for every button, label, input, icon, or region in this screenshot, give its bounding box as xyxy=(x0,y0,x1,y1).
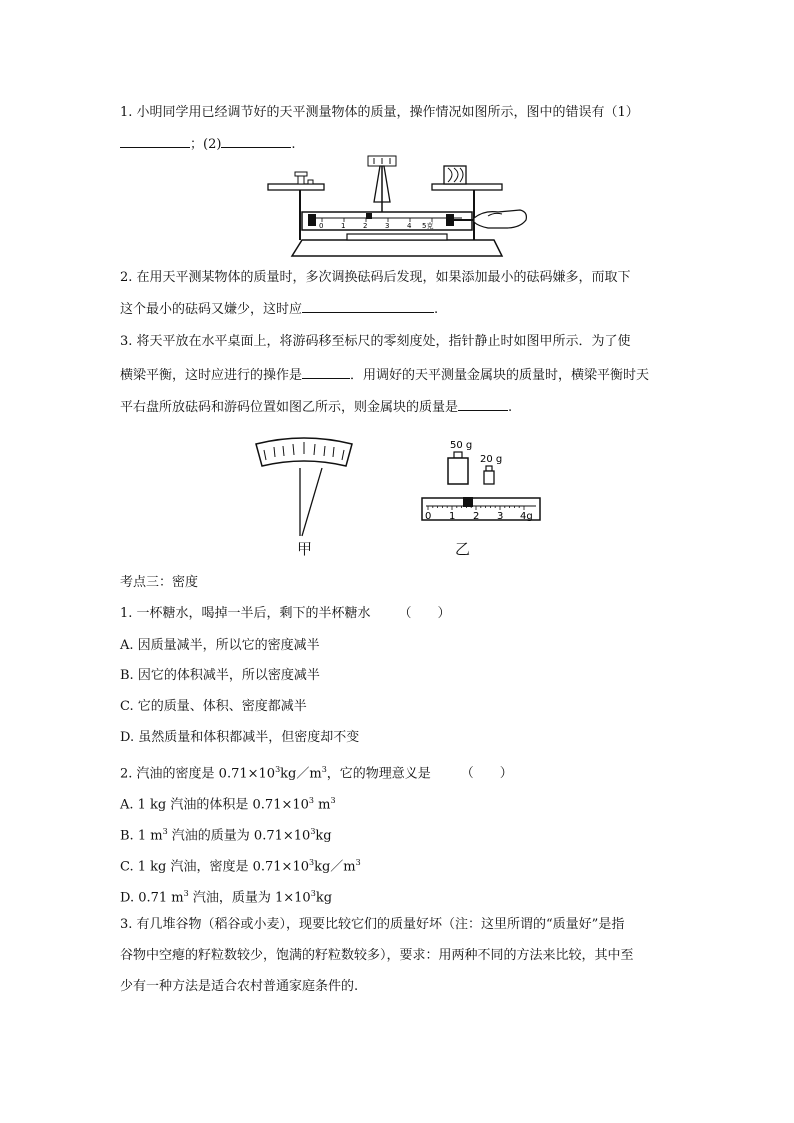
rider-tick-0: 0 xyxy=(425,511,432,522)
rider-tick-4g: 4g xyxy=(520,511,533,522)
answer-blank[interactable] xyxy=(302,366,350,379)
beam-tick-4: 4 xyxy=(407,222,412,230)
rider-tick-2: 2 xyxy=(473,511,480,522)
q2-line1: 2. 在用天平测某物体的质量时，多次调换砝码后发现，如果添加最小的砝码嫌多，而取下 xyxy=(120,270,631,285)
beam-tick-3: 3 xyxy=(385,222,390,230)
q1-separator: ；(2) xyxy=(190,137,222,152)
answer-paren[interactable]: （ ） xyxy=(398,606,451,621)
q3-line1: 3. 将天平放在水平桌面上，将游码移至标尺的零刻度处，指针静止时如图甲所示．为了使 xyxy=(120,334,631,349)
beam-tick-1: 1 xyxy=(341,222,346,230)
figure-caption-jia: 甲 xyxy=(297,540,313,558)
mc1-option-c: C. 它的质量、体积、密度都减半 xyxy=(120,699,307,714)
mc1-option-a: A. 因质量减半，所以它的密度减半 xyxy=(120,638,320,653)
figure-caption-yi: 乙 xyxy=(455,540,471,558)
mc1-option-b: B. 因它的体积减半，所以密度减半 xyxy=(120,668,320,683)
weights-rider-figure xyxy=(418,434,544,524)
weight-50g-label: 50 g xyxy=(450,440,473,451)
q1-line2: ；(2) . xyxy=(120,135,296,154)
q3-line2: 横梁平衡，这时应进行的操作是 ．用调好的天平测量金属块的质量时，横梁平衡时天 xyxy=(120,368,650,383)
answer-blank[interactable] xyxy=(221,135,291,148)
beam-tick-5: 5克 xyxy=(422,222,434,230)
rider-tick-1: 1 xyxy=(449,511,456,522)
answer-blank[interactable] xyxy=(120,135,190,148)
mc2-option-d: D. 0.71 $m^3$ 汽油，质量为 $1\times 10^3kg$ xyxy=(120,889,333,906)
answer-blank[interactable] xyxy=(302,300,434,313)
mc2-stem: 2. 汽油的密度是 $0.71\times 10^3kg/m^3$，它的物理意义是 （ ） xyxy=(120,765,513,782)
section-title: 考点三：密度 xyxy=(120,575,199,590)
q3-line3: 平右盘所放砝码和游码位置如图乙所示，则金属块的质量是 . xyxy=(120,400,513,415)
weight-20g-label: 20 g xyxy=(480,454,503,465)
mc1-stem: 1. 一杯糖水，喝掉一半后，剩下的半杯糖水 （ ） xyxy=(120,606,451,621)
q1-line1: 1. 小明同学用已经调节好的天平测量物体的质量，操作情况如图所示，图中的错误有（1） xyxy=(120,105,639,120)
mc2-option-a: A. 1 kg 汽油的体积是 $0.71\times 10^3$ $m^3$ xyxy=(120,796,336,813)
q-last-line3: 少有一种方法是适合农村普通家庭条件的. xyxy=(120,979,359,994)
rider-marker xyxy=(463,497,473,507)
mc2-option-c: C. 1 kg 汽油，密度是 $0.71\times 10^3kg/m^3$ xyxy=(120,858,361,875)
beam-tick-0: 0 xyxy=(319,222,324,230)
beam-tick-2: 2 xyxy=(363,222,368,230)
rider-tick-3: 3 xyxy=(497,511,504,522)
q-last-line1: 3. 有几堆谷物（稻谷或小麦），现要比较它们的质量好坏（注：这里所谓的“质量好”是指 xyxy=(120,917,625,932)
q-last-line2: 谷物中空瘪的籽粒数较少，饱满的籽粒数较多），要求：用两种不同的方法来比较，其中至 xyxy=(120,948,634,963)
mc1-option-d: D. 虽然质量和体积都减半，但密度却不变 xyxy=(120,730,360,745)
answer-blank[interactable] xyxy=(458,398,508,411)
q2-line2: 这个最小的砝码又嫌少，这时应 . xyxy=(120,302,439,317)
mc2-option-b: B. 1 $m^3$ 汽油的质量为 $0.71\times 10^3kg$ xyxy=(120,827,332,844)
pointer-scale-figure xyxy=(250,436,360,540)
answer-paren[interactable]: （ ） xyxy=(460,766,513,782)
balance-scale-figure xyxy=(262,152,532,260)
